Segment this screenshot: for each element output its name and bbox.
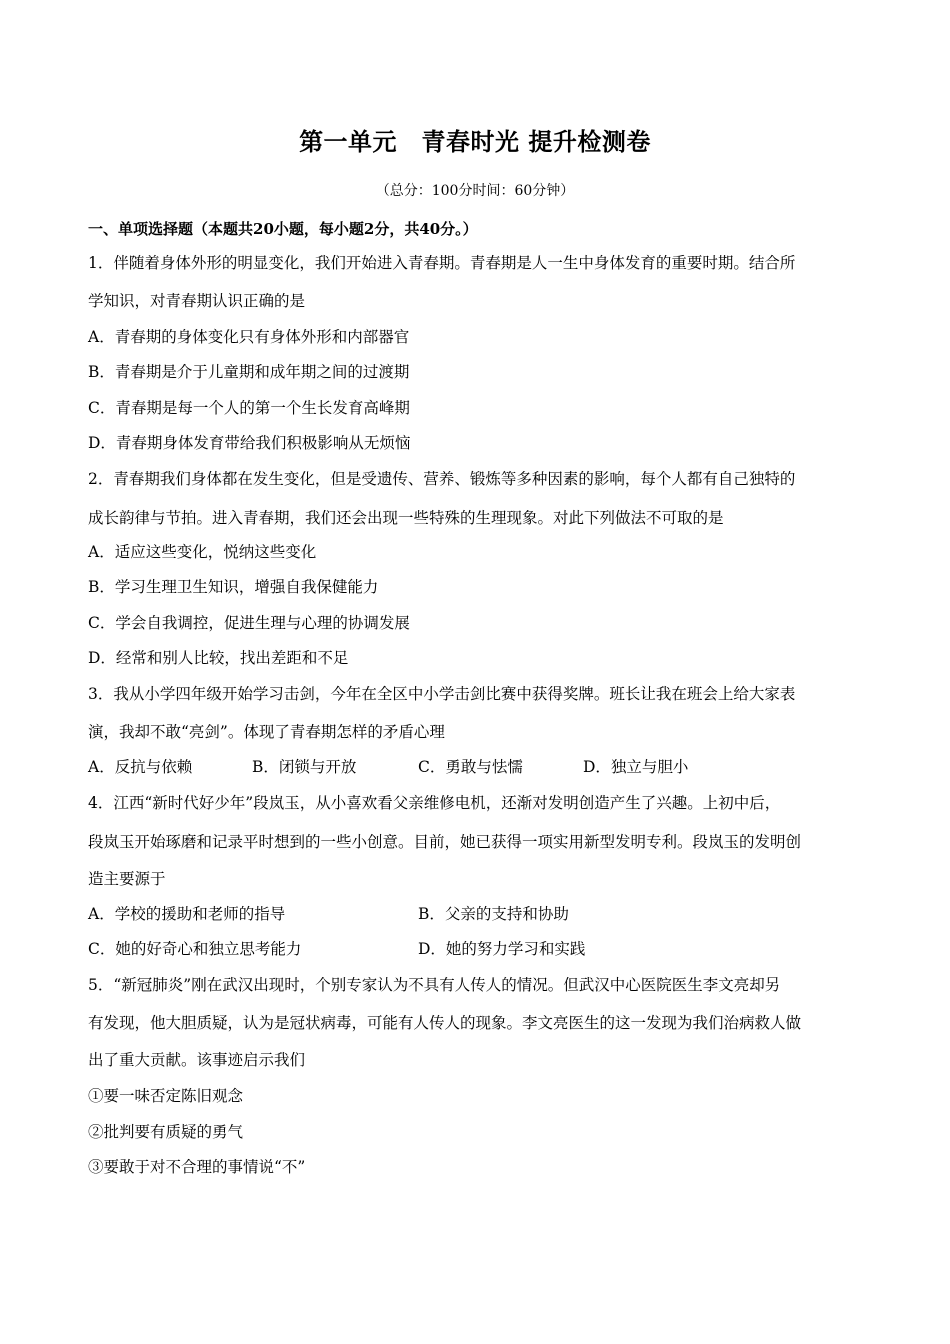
question-3-stem-line-1: 3．我从小学四年级开始学习击剑，今年在全区中小学击剑比赛中获得奖牌。班长让我在班会上给大家表 bbox=[88, 685, 796, 703]
question-4-option-d: D．她的努力学习和实践 bbox=[418, 940, 586, 958]
question-2-option-b: B．学习生理卫生知识，增强自我保健能力 bbox=[88, 578, 379, 596]
question-2-option-c: C．学会自我调控，促进生理与心理的协调发展 bbox=[88, 614, 410, 632]
question-1-option-d: D．青春期身体发育带给我们积极影响从无烦恼 bbox=[88, 434, 411, 452]
question-4-stem-line-1: 4．江西“新时代好少年”段岚玉，从小喜欢看父亲维修电机，还渐对发明创造产生了兴趣。上初中后， bbox=[88, 794, 781, 812]
question-5-item-1: ①要一味否定陈旧观念 bbox=[88, 1087, 244, 1105]
question-2-stem-line-1: 2．青春期我们身体都在发生变化，但是受遗传、营养、锻炼等多种因素的影响，每个人都有自己独特的 bbox=[88, 470, 796, 488]
question-1-option-c: C．青春期是每一个人的第一个生长发育高峰期 bbox=[88, 399, 410, 417]
question-1-stem-line-1: 1．伴随着身体外形的明显变化，我们开始进入青春期。青春期是人一生中身体发育的重要时期。结合所 bbox=[88, 254, 796, 272]
question-2-option-a: A．适应这些变化，悦纳这些变化 bbox=[88, 543, 317, 561]
document-title: 第一单元 青春时光 提升检测卷 bbox=[299, 127, 651, 156]
question-5-stem-line-1: 5．“新冠肺炎”刚在武汉出现时，个别专家认为不具有人传人的情况。但武汉中心医院医生李文亮却另 bbox=[88, 976, 781, 994]
question-1-option-a: A．青春期的身体变化只有身体外形和内部器官 bbox=[88, 328, 410, 346]
question-3-option-a: A．反抗与依赖 bbox=[88, 758, 193, 776]
question-4-stem-line-2: 段岚玉开始琢磨和记录平时想到的一些小创意。目前，她已获得一项实用新型发明专利。段岚玉的发明创 bbox=[88, 833, 802, 851]
question-3-option-d: D．独立与胆小 bbox=[583, 758, 689, 776]
question-3-option-b: B．闭锁与开放 bbox=[252, 758, 357, 776]
question-1-stem-line-2: 学知识，对青春期认识正确的是 bbox=[88, 292, 306, 310]
question-5-stem-line-2: 有发现，他大胆质疑，认为是冠状病毒，可能有人传人的现象。李文亮医生的这一发现为我们治病救人做 bbox=[88, 1014, 802, 1032]
question-4-option-c: C．她的好奇心和独立思考能力 bbox=[88, 940, 302, 958]
question-5-item-2: ②批判要有质疑的勇气 bbox=[88, 1123, 244, 1141]
question-5-stem-line-3: 出了重大贡献。该事迹启示我们 bbox=[88, 1051, 306, 1069]
question-3-stem-line-2: 演，我却不敢“亮剑”。体现了青春期怎样的矛盾心理 bbox=[88, 723, 445, 741]
question-1-option-b: B．青春期是介于儿童期和成年期之间的过渡期 bbox=[88, 363, 410, 381]
section-heading: 一、单项选择题（本题共20小题，每小题2分，共40分。） bbox=[88, 220, 478, 238]
question-4-option-b: B．父亲的支持和协助 bbox=[418, 905, 569, 923]
question-2-stem-line-2: 成长韵律与节拍。进入青春期，我们还会出现一些特殊的生理现象。对此下列做法不可取的是 bbox=[88, 509, 724, 527]
question-5-item-3: ③要敢于对不合理的事情说“不” bbox=[88, 1158, 306, 1176]
question-4-stem-line-3: 造主要源于 bbox=[88, 870, 166, 888]
question-4-option-a: A．学校的援助和老师的指导 bbox=[88, 905, 286, 923]
question-2-option-d: D．经常和别人比较，找出差距和不足 bbox=[88, 649, 349, 667]
score-time-info: （总分：100分时间：60分钟） bbox=[375, 183, 575, 199]
question-3-option-c: C．勇敢与怯懦 bbox=[418, 758, 523, 776]
